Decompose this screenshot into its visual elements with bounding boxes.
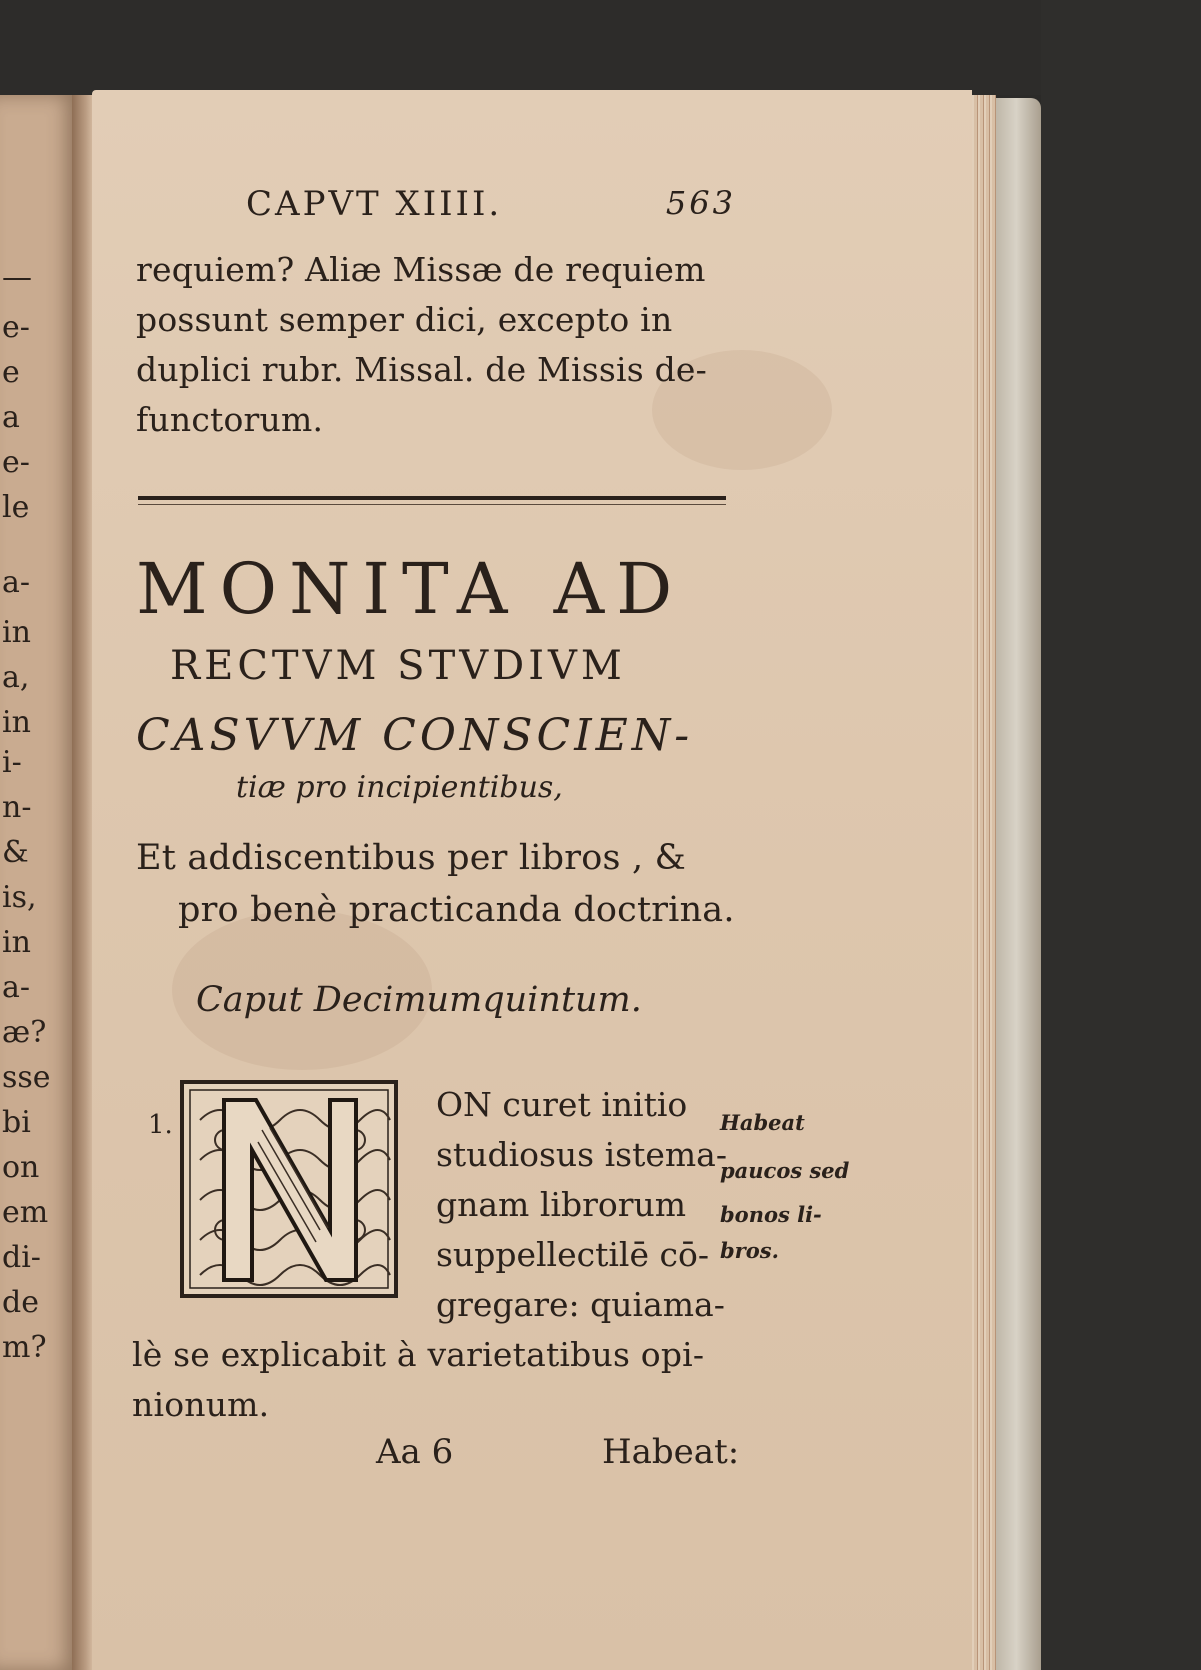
- left-page-fragment: e-: [2, 445, 30, 480]
- paragraph-line-text: ON curet initio: [436, 1085, 688, 1124]
- left-page-fragment: n-: [2, 790, 32, 825]
- running-head: [246, 184, 736, 232]
- left-page-fragment: bi: [2, 1105, 31, 1140]
- page-number: 563: [665, 184, 736, 222]
- heading-casuum: CASVVM CONSCIEN-: [136, 710, 694, 761]
- decorated-initial: [180, 1080, 398, 1298]
- background-top: [0, 0, 1201, 95]
- section-number: 1.: [148, 1110, 173, 1140]
- body-text-line: possunt semper dici, excepto in: [136, 300, 673, 339]
- paragraph-line: studiosus istema-: [436, 1135, 728, 1174]
- drop-cap-ornament-icon: [180, 1080, 398, 1298]
- paragraph-line: [436, 1085, 687, 1124]
- heading-tiae: tiæ pro incipientibus,: [236, 770, 563, 805]
- left-page-fragment: in: [2, 925, 31, 960]
- heading-addiscentibus: Et addiscentibus per libros , &: [136, 838, 686, 878]
- left-page-fragment: is,: [2, 880, 37, 915]
- left-page-fragment: sse: [2, 1060, 51, 1095]
- margin-note-line: Habeat: [720, 1110, 805, 1135]
- paragraph-line: gnam librorum: [436, 1185, 687, 1224]
- left-page-fragment: &: [2, 835, 29, 870]
- left-page-fragment: a-: [2, 970, 31, 1005]
- heading-monita: MONITA AD: [136, 548, 685, 630]
- heading-rectum: RECTVM STVDIVM: [170, 643, 626, 689]
- signature-mark: Aa 6: [376, 1432, 454, 1472]
- left-page-fragment: on: [2, 1150, 40, 1185]
- paragraph-line: gregare: quiama-: [436, 1285, 725, 1324]
- left-page-fragment: a: [2, 400, 20, 435]
- left-page-fragment: di-: [2, 1240, 41, 1275]
- paragraph-line: nionum.: [132, 1385, 270, 1424]
- left-page-fragment: m?: [2, 1330, 47, 1365]
- running-head-title: CAPVT XIIII.: [246, 184, 503, 224]
- left-page-edge: [0, 95, 80, 1670]
- left-page-fragment: le: [2, 490, 30, 525]
- paragraph-line: suppellectilē cō-: [436, 1235, 709, 1274]
- chapter-title: Caput Decimumquintum.: [196, 980, 642, 1020]
- left-page-fragment: —: [2, 260, 32, 295]
- catchword: Habeat:: [602, 1432, 740, 1472]
- left-page-fragment: i-: [2, 745, 22, 780]
- left-page-fragment: in: [2, 615, 31, 650]
- body-text-line: functorum.: [136, 400, 324, 439]
- margin-note-line: bonos li-: [720, 1202, 822, 1227]
- section-rule-thin: [138, 504, 726, 505]
- background-right: [1041, 0, 1201, 1670]
- margin-note-line: paucos sed: [720, 1158, 850, 1183]
- left-page-fragment: em: [2, 1195, 49, 1230]
- left-page-fragment: a,: [2, 660, 30, 695]
- left-page-fragment: a-: [2, 565, 31, 600]
- paragraph-line: lè se explicabit à varietatibus opi-: [132, 1335, 705, 1374]
- heading-practicanda: pro benè practicanda doctrina.: [178, 890, 735, 930]
- body-text-line: duplici rubr. Missal. de Missis de-: [136, 350, 707, 389]
- left-page-fragment: e-: [2, 310, 30, 345]
- book-cover-edge: [996, 98, 1041, 1670]
- left-page-fragment: e: [2, 355, 20, 390]
- book-gutter: [72, 95, 94, 1670]
- left-page-fragment: in: [2, 705, 31, 740]
- body-text-line: requiem? Aliæ Missæ de requiem: [136, 250, 706, 289]
- left-page-fragment: æ?: [2, 1015, 47, 1050]
- margin-note-line: bros.: [720, 1238, 779, 1263]
- section-rule: [138, 496, 726, 500]
- left-page-fragment: de: [2, 1285, 39, 1320]
